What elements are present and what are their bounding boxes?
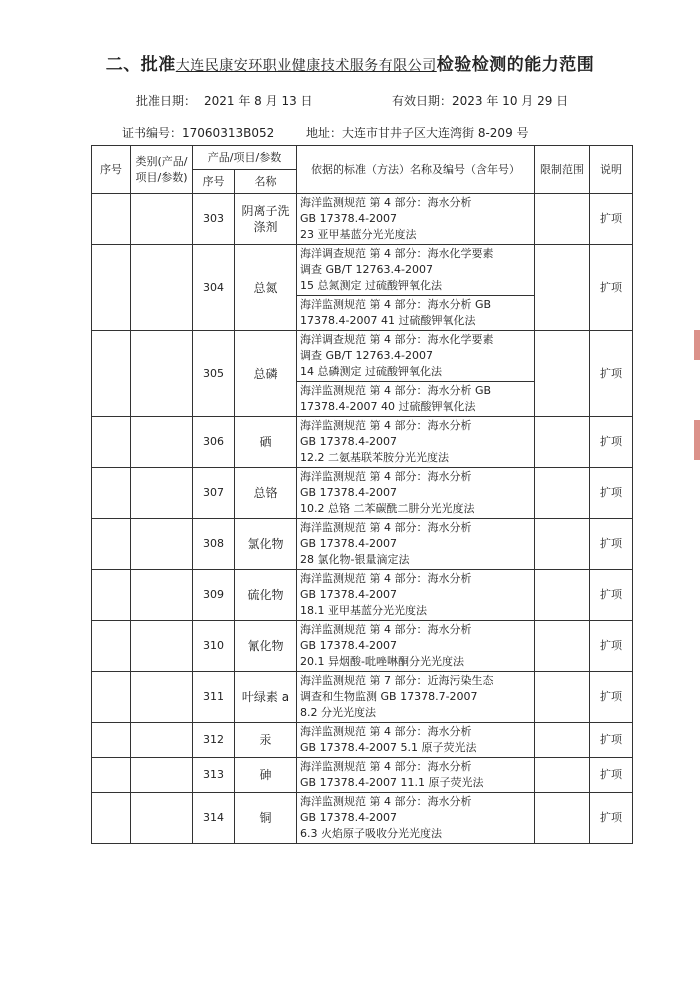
seq-cell — [92, 417, 131, 468]
item-number: 312 — [193, 723, 235, 758]
standard-line: 14 总磷测定 过硫酸钾氧化法 — [300, 365, 443, 378]
address: 大连市甘井子区大连湾街 8-209 号 — [342, 126, 529, 140]
seq-cell — [92, 331, 131, 417]
cert-label: 证书编号： — [122, 126, 183, 140]
standard-cell — [297, 245, 535, 296]
standard-line: 6.3 火焰原子吸收分光光度法 — [300, 827, 443, 840]
seq-cell — [92, 723, 131, 758]
limit-cell — [535, 331, 590, 417]
note-cell: 扩项 — [590, 723, 633, 758]
category-cell — [131, 793, 193, 844]
table-row — [92, 672, 633, 723]
item-name: 叶绿素 a — [235, 672, 297, 723]
standard-line: GB 17378.4-2007 — [300, 811, 398, 824]
item-number: 303 — [193, 194, 235, 245]
category-cell — [131, 417, 193, 468]
standard-line: GB 17378.4-2007 — [300, 639, 398, 652]
note-cell: 扩项 — [590, 519, 633, 570]
item-name: 氰化物 — [235, 621, 297, 672]
note-cell: 扩项 — [590, 621, 633, 672]
note-cell: 扩项 — [590, 468, 633, 519]
standard-line: 18.1 亚甲基蓝分光光度法 — [300, 604, 428, 617]
category-cell — [131, 621, 193, 672]
category-cell — [131, 194, 193, 245]
standard-line: GB 17378.4-2007 11.1 原子荧光法 — [300, 776, 484, 789]
address-line — [306, 124, 529, 141]
standard-line: GB 17378.4-2007 — [300, 537, 398, 550]
valid-date-label: 有效日期： — [392, 94, 453, 108]
standard-line: 海洋监测规范 第 4 部分：海水分析 — [300, 419, 472, 432]
standard-line: 海洋监测规范 第 4 部分：海水分析 — [300, 760, 472, 773]
standard-line: 海洋监测规范 第 4 部分：海水分析 — [300, 572, 472, 585]
page-title — [0, 50, 700, 75]
header-category: 类别(产品/项目/参数) — [131, 146, 193, 194]
address-label: 地址： — [306, 126, 343, 140]
standard-line: GB 17378.4-2007 — [300, 435, 398, 448]
item-name: 砷 — [235, 758, 297, 793]
standard-line: 海洋监测规范 第 4 部分：海水分析 — [300, 196, 472, 209]
limit-cell — [535, 758, 590, 793]
table-row — [92, 519, 633, 570]
cert-line — [122, 124, 274, 141]
seq-cell — [92, 793, 131, 844]
header-product-group: 产品/项目/参数 — [193, 146, 297, 170]
table-row — [92, 331, 633, 382]
standard-line: GB 17378.4-2007 5.1 原子荧光法 — [300, 741, 477, 754]
header-standard: 依据的标准（方法）名称及编号（含年号） — [297, 146, 535, 194]
item-name: 总磷 — [235, 331, 297, 417]
standard-line: 海洋监测规范 第 4 部分：海水分析 — [300, 623, 472, 636]
limit-cell — [535, 723, 590, 758]
seq-cell — [92, 758, 131, 793]
limit-cell — [535, 245, 590, 331]
table-body — [92, 194, 633, 844]
standard-line: 20.1 异烟酸-吡唑啉酮分光光度法 — [300, 655, 464, 668]
table-row — [92, 570, 633, 621]
edge-stamp-mark — [694, 420, 700, 460]
note-cell: 扩项 — [590, 793, 633, 844]
note-cell: 扩项 — [590, 570, 633, 621]
edge-stamp-mark — [694, 330, 700, 360]
category-cell — [131, 570, 193, 621]
standard-cell — [297, 417, 535, 468]
standard-cell — [297, 519, 535, 570]
category-cell — [131, 331, 193, 417]
note-cell: 扩项 — [590, 331, 633, 417]
standard-line: GB 17378.4-2007 — [300, 486, 398, 499]
seq-cell — [92, 519, 131, 570]
seq-cell — [92, 672, 131, 723]
limit-cell — [535, 468, 590, 519]
standard-line: 17378.4-2007 40 过硫酸钾氧化法 — [300, 400, 476, 413]
header-limit: 限制范围 — [535, 146, 590, 194]
table-row — [92, 758, 633, 793]
standard-line: 海洋监测规范 第 4 部分：海水分析 — [300, 521, 472, 534]
item-name: 总铬 — [235, 468, 297, 519]
item-number: 304 — [193, 245, 235, 331]
category-cell — [131, 468, 193, 519]
standard-line: 12.2 二氨基联苯胺分光光度法 — [300, 451, 450, 464]
capability-table — [91, 145, 633, 844]
standard-line: 海洋监测规范 第 4 部分：海水分析 — [300, 795, 472, 808]
header-note: 说明 — [590, 146, 633, 194]
item-number: 307 — [193, 468, 235, 519]
standard-cell — [297, 570, 535, 621]
standard-line: 23 亚甲基蓝分光光度法 — [300, 228, 417, 241]
standard-line: 28 氯化物-银量滴定法 — [300, 553, 410, 566]
item-number: 313 — [193, 758, 235, 793]
limit-cell — [535, 621, 590, 672]
header-sub-seq: 序号 — [193, 170, 235, 194]
standard-line: 10.2 总铬 二苯碳酰二肼分光光度法 — [300, 502, 475, 515]
table-row — [92, 417, 633, 468]
cert-number: 17060313B052 — [182, 126, 275, 140]
table-row — [92, 723, 633, 758]
standard-line: 调查 GB/T 12763.4-2007 — [300, 349, 433, 362]
standard-cell — [297, 382, 535, 417]
item-name: 阴离子洗涤剂 — [235, 194, 297, 245]
item-number: 305 — [193, 331, 235, 417]
standard-cell — [297, 331, 535, 382]
standard-cell — [297, 194, 535, 245]
seq-cell — [92, 245, 131, 331]
standard-line: GB 17378.4-2007 — [300, 588, 398, 601]
title-suffix: 检验检测的能力范围 — [436, 55, 595, 75]
item-name: 氯化物 — [235, 519, 297, 570]
table-row — [92, 468, 633, 519]
item-name: 硫化物 — [235, 570, 297, 621]
company-name: 大连民康安环职业健康技术服务有限公司 — [175, 58, 437, 74]
category-cell — [131, 723, 193, 758]
approval-date-line — [136, 92, 313, 109]
standard-line: 海洋监测规范 第 4 部分：海水分析 — [300, 470, 472, 483]
approval-date-label: 批准日期： — [136, 94, 197, 108]
standard-line: 海洋监测规范 第 4 部分：海水分析 GB — [300, 298, 492, 311]
standard-cell — [297, 621, 535, 672]
standard-line: 8.2 分光光度法 — [300, 706, 377, 719]
table-row — [92, 793, 633, 844]
seq-cell — [92, 468, 131, 519]
standard-line: 海洋监测规范 第 7 部分：近海污染生态 — [300, 674, 494, 687]
standard-line: 调查 GB/T 12763.4-2007 — [300, 263, 433, 276]
table-row — [92, 245, 633, 296]
table-row — [92, 194, 633, 245]
standard-line: 海洋监测规范 第 4 部分：海水分析 — [300, 725, 472, 738]
note-cell: 扩项 — [590, 417, 633, 468]
category-cell — [131, 519, 193, 570]
limit-cell — [535, 519, 590, 570]
standard-cell — [297, 672, 535, 723]
header-seq: 序号 — [92, 146, 131, 194]
limit-cell — [535, 194, 590, 245]
standard-line: 15 总氮测定 过硫酸钾氧化法 — [300, 279, 443, 292]
item-number: 314 — [193, 793, 235, 844]
note-cell: 扩项 — [590, 245, 633, 331]
note-cell: 扩项 — [590, 194, 633, 245]
seq-cell — [92, 570, 131, 621]
title-prefix: 二、批准 — [105, 55, 176, 75]
item-number: 306 — [193, 417, 235, 468]
standard-cell — [297, 723, 535, 758]
table-row — [92, 621, 633, 672]
standard-line: 海洋监测规范 第 4 部分：海水分析 GB — [300, 384, 492, 397]
item-name: 汞 — [235, 723, 297, 758]
valid-date: 2023 年 10 月 29 日 — [452, 94, 569, 108]
item-name: 硒 — [235, 417, 297, 468]
category-cell — [131, 672, 193, 723]
standard-line: 海洋调查规范 第 4 部分：海水化学要素 — [300, 333, 494, 346]
header-sub-name: 名称 — [235, 170, 297, 194]
standard-line: 调查和生物监测 GB 17378.7-2007 — [300, 690, 478, 703]
limit-cell — [535, 793, 590, 844]
note-cell: 扩项 — [590, 672, 633, 723]
limit-cell — [535, 417, 590, 468]
item-number: 308 — [193, 519, 235, 570]
item-number: 309 — [193, 570, 235, 621]
standard-cell — [297, 758, 535, 793]
standard-cell — [297, 468, 535, 519]
standard-line: GB 17378.4-2007 — [300, 212, 398, 225]
valid-date-line — [392, 92, 568, 109]
standard-cell — [297, 793, 535, 844]
limit-cell — [535, 672, 590, 723]
item-name: 铜 — [235, 793, 297, 844]
limit-cell — [535, 570, 590, 621]
item-number: 310 — [193, 621, 235, 672]
standard-line: 17378.4-2007 41 过硫酸钾氧化法 — [300, 314, 476, 327]
seq-cell — [92, 194, 131, 245]
seq-cell — [92, 621, 131, 672]
category-cell — [131, 758, 193, 793]
standard-cell — [297, 296, 535, 331]
note-cell: 扩项 — [590, 758, 633, 793]
item-name: 总氮 — [235, 245, 297, 331]
standard-line: 海洋调查规范 第 4 部分：海水化学要素 — [300, 247, 494, 260]
category-cell — [131, 245, 193, 331]
item-number: 311 — [193, 672, 235, 723]
approval-date: 2021 年 8 月 13 日 — [204, 94, 313, 108]
